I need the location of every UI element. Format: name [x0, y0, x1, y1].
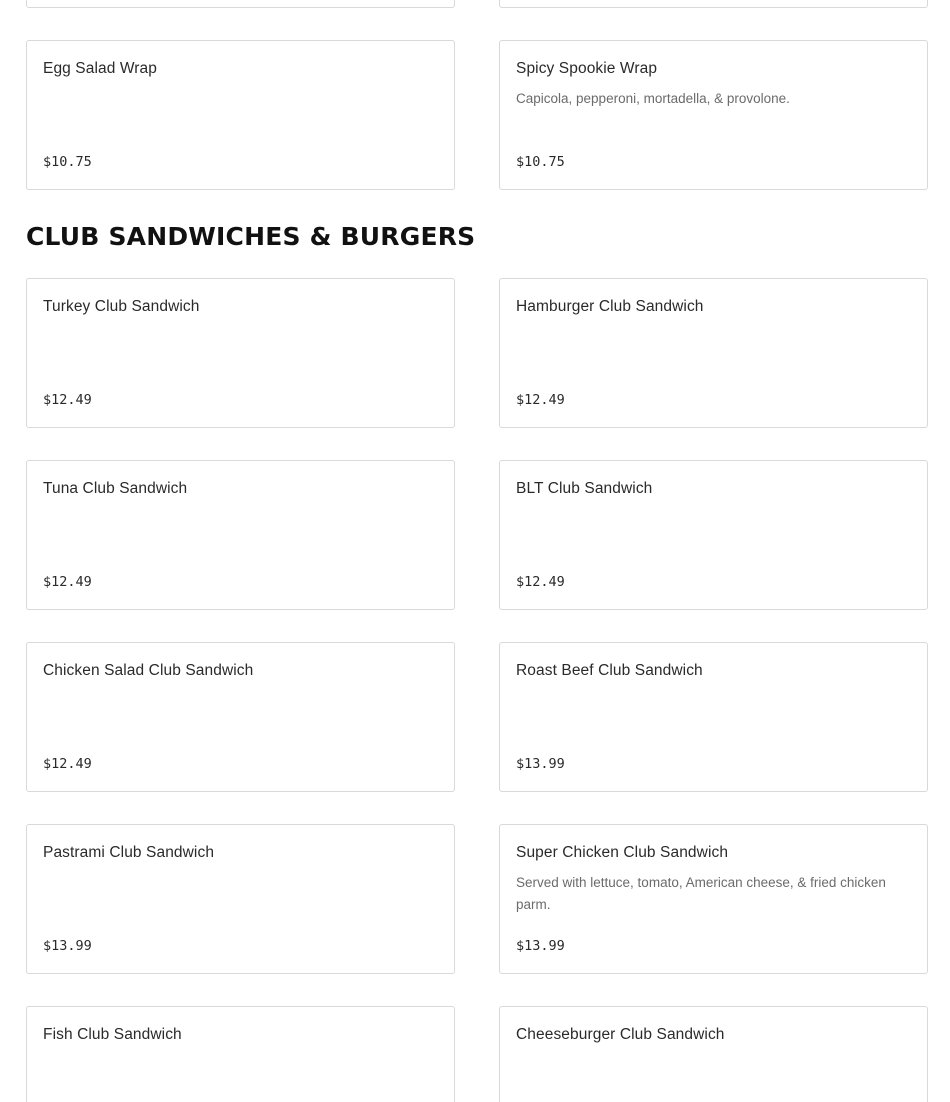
menu-item-price: $12.49: [43, 392, 92, 408]
menu-item-price: $13.99: [516, 756, 565, 772]
menu-item-name: Roast Beef Club Sandwich: [516, 662, 703, 679]
menu-item-name: Chicken Salad Club Sandwich: [43, 662, 254, 679]
menu-item-price: $12.49: [43, 574, 92, 590]
menu-item-card[interactable]: [499, 278, 928, 428]
menu-item-name: Pastrami Club Sandwich: [43, 844, 215, 861]
menu-item-name: BLT Club Sandwich: [516, 480, 653, 497]
menu-item-price: $10.75: [516, 154, 565, 170]
menu-item-name: Hamburger Club Sandwich: [516, 298, 704, 315]
menu-item-card[interactable]: [26, 278, 455, 428]
menu-item-name: Tuna Club Sandwich: [43, 480, 188, 497]
section-title: CLUB SANDWICHES & BURGERS: [26, 222, 476, 251]
menu-item-name: Cheeseburger Club Sandwich: [516, 1026, 725, 1043]
menu-item-card-cut[interactable]: [499, 0, 928, 8]
menu-item-card[interactable]: [499, 1006, 928, 1102]
menu-item-price: $13.99: [516, 938, 565, 954]
menu-item-card[interactable]: [26, 460, 455, 610]
menu-item-price: $12.49: [516, 574, 565, 590]
menu-item-card[interactable]: [26, 824, 455, 974]
menu-item-description: Capicola, pepperoni, mortadella, & provolone.: [516, 91, 790, 106]
menu-item-name: Fish Club Sandwich: [43, 1026, 182, 1043]
menu-item-description: Served with lettuce, tomato, American cheese, & fried chicken parm.: [516, 875, 886, 912]
menu-item-card[interactable]: [26, 40, 455, 190]
menu-item-name: Turkey Club Sandwich: [43, 298, 200, 315]
menu-item-price: $12.49: [516, 392, 565, 408]
menu-item-card[interactable]: [499, 40, 928, 190]
menu-item-price: $10.75: [43, 154, 92, 170]
menu-item-price: $13.99: [43, 938, 92, 954]
menu-item-card-cut[interactable]: [26, 0, 455, 8]
menu-item-card[interactable]: [499, 642, 928, 792]
menu-item-card[interactable]: [26, 642, 455, 792]
menu-item-card[interactable]: [499, 460, 928, 610]
menu-item-price: $12.49: [43, 756, 92, 772]
menu-item-name: Super Chicken Club Sandwich: [516, 844, 729, 861]
menu-item-name: Spicy Spookie Wrap: [516, 60, 658, 77]
menu-item-card[interactable]: [499, 824, 928, 974]
menu-item-name: Egg Salad Wrap: [43, 60, 157, 77]
menu-item-card[interactable]: [26, 1006, 455, 1102]
